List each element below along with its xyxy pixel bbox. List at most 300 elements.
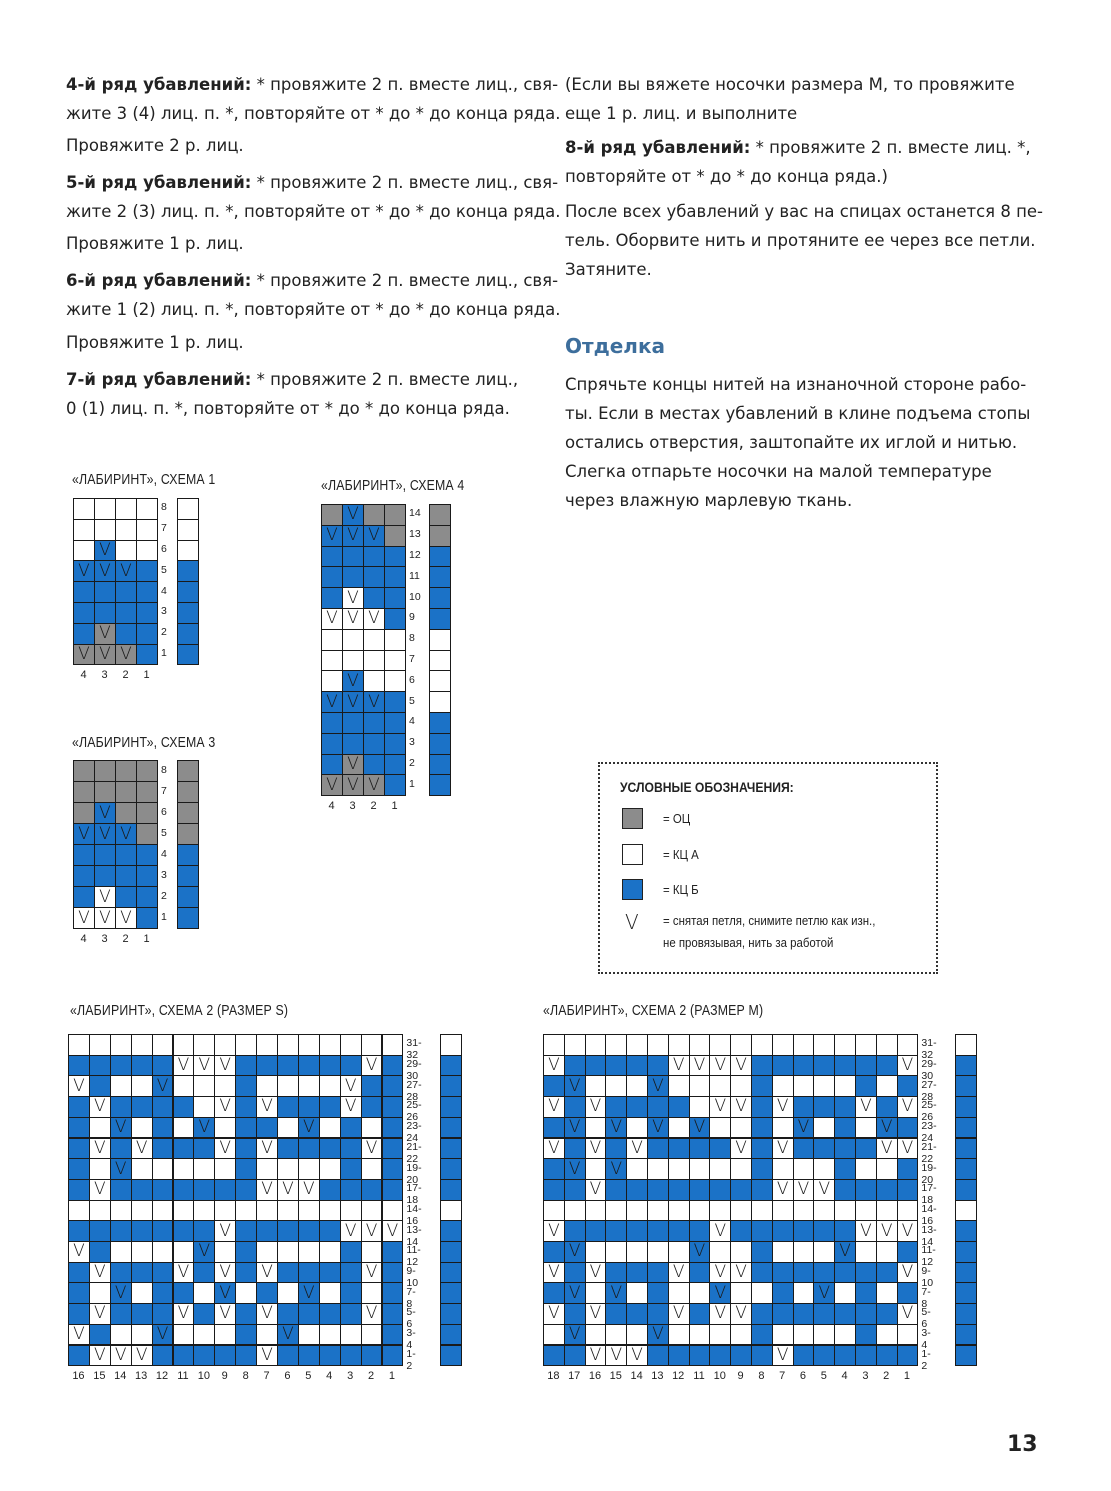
chart-cell xyxy=(115,581,137,603)
slip-stitch-icon: V xyxy=(652,1075,664,1096)
chart-cell xyxy=(730,1158,752,1180)
row-number: 5 xyxy=(409,694,415,707)
chart-cell xyxy=(772,1117,794,1139)
chart-cell xyxy=(277,1096,299,1118)
chart-cell xyxy=(73,560,95,582)
chart-cell xyxy=(319,1117,341,1139)
column-number: 9 xyxy=(737,1370,744,1383)
legend-blue-swatch xyxy=(622,879,643,900)
chart-cell xyxy=(361,1324,383,1346)
chart-cell xyxy=(543,1262,565,1284)
chart-cell xyxy=(876,1303,898,1325)
row-number: 31-32 xyxy=(921,1037,937,1062)
chart-cell xyxy=(298,1096,320,1118)
chart-cell xyxy=(605,1303,627,1325)
chart-cell xyxy=(136,802,158,824)
chart-cell xyxy=(321,566,343,588)
column-number: 13 xyxy=(651,1370,664,1383)
chart-cell xyxy=(68,1282,90,1304)
chart-cell xyxy=(94,540,116,562)
chart-cell xyxy=(152,1324,174,1346)
row-color-swatch xyxy=(429,691,451,713)
row-color-swatch xyxy=(440,1262,462,1284)
chart-cell xyxy=(585,1200,607,1222)
slip-stitch-icon: V xyxy=(219,1303,232,1324)
chart-cell xyxy=(256,1200,278,1222)
chart-cell xyxy=(647,1282,669,1304)
chart-cell xyxy=(668,1179,690,1201)
chart-cell xyxy=(626,1220,648,1242)
chart-cell xyxy=(626,1324,648,1346)
chart-cell xyxy=(193,1179,215,1201)
chart-cell xyxy=(193,1055,215,1077)
chart-cell xyxy=(585,1075,607,1097)
slip-stitch-icon: V xyxy=(347,774,359,795)
chart-cell xyxy=(193,1262,215,1284)
chart-cell xyxy=(131,1179,153,1201)
slip-stitch-icon: V xyxy=(198,1055,211,1076)
chart-cell xyxy=(319,1075,341,1097)
slip-stitch-icon: V xyxy=(347,691,359,712)
chart-cell xyxy=(876,1096,898,1118)
chart-cell xyxy=(384,712,406,734)
chart-cell xyxy=(214,1220,236,1242)
chart-cell xyxy=(319,1138,341,1160)
chart-cell xyxy=(214,1096,236,1118)
slip-stitch-icon: V xyxy=(94,1262,106,1283)
chart-cell xyxy=(361,1138,383,1160)
chart-cell xyxy=(834,1200,856,1222)
chart-cell xyxy=(68,1220,90,1242)
chart-cell xyxy=(152,1200,174,1222)
chart-cell xyxy=(605,1138,627,1160)
chart-cell xyxy=(647,1241,669,1263)
chart-cell xyxy=(668,1303,690,1325)
chart-cell xyxy=(298,1117,320,1139)
row-number: 19-20 xyxy=(921,1161,937,1186)
chart-cell xyxy=(152,1096,174,1118)
chart-cell xyxy=(298,1075,320,1097)
chart-cell xyxy=(298,1303,320,1325)
row-color-swatch xyxy=(440,1075,462,1097)
slip-stitch-icon: V xyxy=(347,504,359,525)
slip-stitch-icon: V xyxy=(326,525,338,546)
slip-stitch-icon: V xyxy=(693,1055,706,1076)
chart-cell xyxy=(321,525,343,547)
row-color-swatch xyxy=(440,1117,462,1139)
chart-cell xyxy=(384,587,406,609)
chart-cell xyxy=(564,1138,586,1160)
chart-cell xyxy=(647,1324,669,1346)
chart-cell xyxy=(751,1200,773,1222)
slip-stitch-icon: V xyxy=(120,643,132,664)
chart-cell xyxy=(342,774,364,796)
chart-cell xyxy=(382,1303,404,1325)
chart-cell xyxy=(340,1220,362,1242)
chart-cell xyxy=(340,1055,362,1077)
chart-cell xyxy=(772,1075,794,1097)
chart-cell xyxy=(340,1034,362,1056)
chart-cell xyxy=(384,754,406,776)
chart-cell xyxy=(235,1034,257,1056)
chart-cell xyxy=(543,1034,565,1056)
chart-cell xyxy=(214,1055,236,1077)
slip-stitch-icon: V xyxy=(368,608,380,629)
chart-cell xyxy=(136,823,158,845)
chart-cell xyxy=(876,1220,898,1242)
slip-stitch-icon: V xyxy=(344,1220,357,1241)
chart-cell xyxy=(363,712,385,734)
chart-cell xyxy=(834,1096,856,1118)
chart-cell xyxy=(89,1179,111,1201)
chart-cell xyxy=(772,1158,794,1180)
row-number: 10 xyxy=(409,590,421,603)
row-color-swatch xyxy=(955,1282,977,1304)
slip-stitch-icon: V xyxy=(548,1096,560,1117)
chart-cell xyxy=(855,1200,877,1222)
row-color-swatch xyxy=(429,587,451,609)
chart-cell xyxy=(298,1200,320,1222)
row-color-swatch xyxy=(429,733,451,755)
chart-cell xyxy=(897,1220,919,1242)
slip-stitch-icon: V xyxy=(714,1282,727,1303)
slip-stitch-icon: V xyxy=(365,1262,378,1283)
chart-cell xyxy=(384,650,406,672)
slip-stitch-icon: V xyxy=(219,1220,232,1241)
slip-stitch-icon: V xyxy=(901,1096,914,1117)
chart-cell xyxy=(730,1345,752,1367)
chart-cell xyxy=(564,1075,586,1097)
chart-cell xyxy=(543,1117,565,1139)
chart-cell xyxy=(793,1179,815,1201)
slip-stitch-icon: V xyxy=(631,1137,643,1158)
chart-cell xyxy=(94,498,116,520)
chart-cell xyxy=(361,1158,383,1180)
row-color-swatch xyxy=(440,1282,462,1304)
row4-instructions: 4-й ряд убавлений: * провяжите 2 п. вместе лиц., свя- жите 3 (4) лиц. п. *, повторяйте от * до * до конца ряда. xyxy=(66,75,561,123)
chart-cell xyxy=(363,774,385,796)
row-number: 8 xyxy=(409,632,415,645)
chart-cell xyxy=(342,525,364,547)
chart-cell xyxy=(152,1241,174,1263)
chart-cell xyxy=(173,1158,195,1180)
chart-cell xyxy=(152,1262,174,1284)
chart-cell xyxy=(361,1096,383,1118)
slip-stitch-icon: V xyxy=(261,1096,273,1117)
chart-cell xyxy=(131,1262,153,1284)
slip-stitch-icon: V xyxy=(365,1137,378,1158)
row-number: 29-30 xyxy=(406,1058,422,1083)
column-number: 14 xyxy=(114,1370,127,1383)
chart-cell xyxy=(751,1055,773,1077)
chart-cell xyxy=(382,1096,404,1118)
chart-cell xyxy=(173,1055,195,1077)
chart-cell xyxy=(855,1138,877,1160)
column-number: 1 xyxy=(143,933,150,945)
legend-slip-label: = снятая петля, снимите петлю как изн., xyxy=(663,913,876,928)
chart-cell xyxy=(626,1282,648,1304)
chart-cell xyxy=(68,1034,90,1056)
column-number: 6 xyxy=(799,1370,807,1383)
chart-cell xyxy=(730,1179,752,1201)
slip-stitch-icon: V xyxy=(219,1055,232,1076)
chart-cell xyxy=(73,781,95,803)
chart-cell xyxy=(647,1200,669,1222)
chart-cell xyxy=(361,1345,383,1367)
row-number: 23-24 xyxy=(921,1120,937,1145)
chart-cell xyxy=(277,1282,299,1304)
row-number: 2 xyxy=(161,889,167,902)
chart-cell xyxy=(363,650,385,672)
column-number: 1 xyxy=(388,1370,395,1383)
chart-cell xyxy=(361,1282,383,1304)
chart-cell xyxy=(772,1345,794,1367)
chart-cell xyxy=(647,1179,669,1201)
chart-cell xyxy=(115,907,137,929)
chart-cell xyxy=(298,1262,320,1284)
chart-cell xyxy=(319,1055,341,1077)
chart-cell xyxy=(709,1055,731,1077)
chart-cell xyxy=(361,1034,383,1056)
chart-cell xyxy=(298,1241,320,1263)
chart-cell xyxy=(647,1220,669,1242)
chart-cell xyxy=(298,1158,320,1180)
chart-cell xyxy=(384,504,406,526)
chart-cell xyxy=(361,1075,383,1097)
chart-cell xyxy=(564,1241,586,1263)
slip-stitch-icon: V xyxy=(365,1220,378,1241)
slip-stitch-icon: V xyxy=(347,608,359,629)
chart-cell xyxy=(855,1345,877,1367)
column-number: 7 xyxy=(779,1370,786,1383)
chart-cell xyxy=(626,1138,648,1160)
chart-cell xyxy=(897,1096,919,1118)
chart-cell xyxy=(193,1200,215,1222)
chart-cell xyxy=(340,1158,362,1180)
chart-3-title: «ЛАБИРИНТ», СХЕМА 3 xyxy=(72,735,216,751)
slip-stitch-icon: V xyxy=(261,1137,273,1158)
chart-cell xyxy=(626,1241,648,1263)
chart-cell xyxy=(214,1158,236,1180)
chart-cell xyxy=(382,1262,404,1284)
chart-cell xyxy=(110,1220,132,1242)
chart-cell xyxy=(709,1117,731,1139)
row-color-swatch xyxy=(177,760,199,782)
chart-cell xyxy=(115,602,137,624)
chart-cell xyxy=(361,1055,383,1077)
legend-white-swatch xyxy=(622,844,643,865)
row-number: 5 xyxy=(161,563,167,576)
chart-cell xyxy=(131,1241,153,1263)
chart-cell xyxy=(68,1324,90,1346)
chart-cell xyxy=(751,1075,773,1097)
chart-cell xyxy=(319,1220,341,1242)
row-number: 3 xyxy=(161,605,167,618)
chart-cell xyxy=(361,1179,383,1201)
chart-cell xyxy=(110,1324,132,1346)
row-number: 17-18 xyxy=(406,1182,422,1207)
chart-cell xyxy=(647,1303,669,1325)
chart-cell xyxy=(136,781,158,803)
row-number: 4 xyxy=(161,584,167,597)
chart-cell xyxy=(834,1303,856,1325)
chart-cell xyxy=(73,823,95,845)
column-number: 12 xyxy=(672,1370,685,1383)
slip-stitch-icon: V xyxy=(73,1324,85,1345)
chart-cell xyxy=(384,670,406,692)
row-color-swatch xyxy=(177,844,199,866)
chart-cell xyxy=(730,1282,752,1304)
chart-cell xyxy=(321,546,343,568)
row-color-swatch xyxy=(177,823,199,845)
chart-cell xyxy=(647,1096,669,1118)
chart-cell xyxy=(152,1179,174,1201)
slip-stitch-icon: V xyxy=(120,560,132,581)
chart-cell xyxy=(340,1179,362,1201)
chart-cell xyxy=(730,1303,752,1325)
chart-cell xyxy=(193,1282,215,1304)
row-color-swatch xyxy=(955,1303,977,1325)
column-number: 13 xyxy=(135,1370,148,1383)
chart-cell xyxy=(813,1200,835,1222)
chart-cell xyxy=(110,1034,132,1056)
chart-cell xyxy=(131,1324,153,1346)
chart-cell xyxy=(876,1117,898,1139)
row-number: 3-4 xyxy=(406,1327,416,1352)
chart-cell xyxy=(543,1179,565,1201)
chart-cell xyxy=(136,581,158,603)
chart-cell xyxy=(793,1262,815,1284)
chart-cell xyxy=(131,1282,153,1304)
chart-cell xyxy=(110,1158,132,1180)
chart-cell xyxy=(173,1117,195,1139)
size-m-note: (Если вы вяжете носочки размера М, то провяжите еще 1 р. лиц. и выполните xyxy=(565,75,1015,123)
chart-cell xyxy=(813,1220,835,1242)
chart-cell xyxy=(709,1034,731,1056)
chart-cell xyxy=(834,1324,856,1346)
row-color-swatch xyxy=(440,1138,462,1160)
chart-cell xyxy=(876,1241,898,1263)
chart-cell xyxy=(73,844,95,866)
slip-stitch-icon: V xyxy=(177,1055,190,1076)
chart-cell xyxy=(605,1220,627,1242)
chart-cell xyxy=(813,1138,835,1160)
chart-cell xyxy=(173,1324,195,1346)
row-number: 21-22 xyxy=(921,1140,937,1165)
legend-white-label: = КЦ А xyxy=(663,847,699,862)
row-color-swatch xyxy=(429,608,451,630)
chart-cell xyxy=(277,1200,299,1222)
chart-cell xyxy=(382,1200,404,1222)
chart-cell xyxy=(68,1158,90,1180)
slip-stitch-icon: V xyxy=(652,1117,664,1138)
chart-4-title: «ЛАБИРИНТ», СХЕМА 4 xyxy=(321,478,465,494)
chart-cell xyxy=(136,907,158,929)
row5-knit-rows: Провяжите 1 р. лиц. xyxy=(66,234,244,253)
chart-cell xyxy=(298,1324,320,1346)
chart-cell xyxy=(626,1262,648,1284)
chart-cell xyxy=(94,865,116,887)
chart-cell xyxy=(585,1282,607,1304)
chart-cell xyxy=(751,1117,773,1139)
slip-stitch-icon: V xyxy=(735,1262,747,1283)
chart-cell xyxy=(214,1303,236,1325)
row-color-swatch xyxy=(177,907,199,929)
chart-cell xyxy=(89,1055,111,1077)
chart-cell xyxy=(605,1117,627,1139)
row-number: 1 xyxy=(161,910,167,923)
slip-stitch-icon: V xyxy=(282,1179,294,1200)
chart-cell xyxy=(89,1303,111,1325)
chart-cell xyxy=(115,644,137,666)
slip-stitch-icon: V xyxy=(73,1241,85,1262)
chart-cell xyxy=(342,504,364,526)
chart-cell xyxy=(772,1200,794,1222)
chart-cell xyxy=(772,1262,794,1284)
chart-cell xyxy=(730,1220,752,1242)
chart-cell xyxy=(605,1241,627,1263)
slip-stitch-icon: V xyxy=(797,1117,810,1138)
chart-cell xyxy=(834,1034,856,1056)
chart-cell xyxy=(340,1075,362,1097)
row-color-swatch xyxy=(177,602,199,624)
chart-cell xyxy=(605,1055,627,1077)
chart-cell xyxy=(793,1138,815,1160)
chart-cell xyxy=(235,1158,257,1180)
chart-cell xyxy=(321,691,343,713)
chart-cell xyxy=(709,1200,731,1222)
chart-cell xyxy=(115,760,137,782)
chart-cell xyxy=(136,644,158,666)
chart-cell xyxy=(876,1034,898,1056)
chart-cell xyxy=(605,1158,627,1180)
slip-stitch-icon: V xyxy=(282,1324,294,1345)
chart-cell xyxy=(689,1179,711,1201)
chart-cell xyxy=(897,1179,919,1201)
chart-cell xyxy=(319,1303,341,1325)
chart-cell xyxy=(152,1075,174,1097)
row-color-swatch xyxy=(955,1075,977,1097)
chart-cell xyxy=(115,844,137,866)
chart-cell xyxy=(668,1282,690,1304)
slip-stitch-icon: V xyxy=(94,1179,106,1200)
chart-cell xyxy=(834,1241,856,1263)
chart-cell xyxy=(564,1158,586,1180)
chart-cell xyxy=(689,1200,711,1222)
chart-cell xyxy=(131,1138,153,1160)
chart-cell xyxy=(110,1138,132,1160)
chart-cell xyxy=(193,1241,215,1263)
chart-cell xyxy=(235,1138,257,1160)
chart-cell xyxy=(709,1303,731,1325)
slip-stitch-icon: V xyxy=(735,1137,747,1158)
row-color-swatch xyxy=(955,1200,977,1222)
slip-stitch-icon: V xyxy=(901,1303,914,1324)
chart-cell xyxy=(363,566,385,588)
chart-cell xyxy=(235,1345,257,1367)
slip-stitch-icon: V xyxy=(219,1262,232,1283)
row-color-swatch xyxy=(440,1158,462,1180)
slip-stitch-icon: V xyxy=(135,1137,148,1158)
chart-cell xyxy=(363,691,385,713)
chart-cell xyxy=(89,1324,111,1346)
chart-cell xyxy=(342,629,364,651)
column-number: 2 xyxy=(122,669,129,682)
finishing-heading: Отделка xyxy=(565,334,666,358)
slip-stitch-icon: V xyxy=(610,1282,623,1303)
chart-cell xyxy=(73,802,95,824)
chart-cell xyxy=(89,1034,111,1056)
